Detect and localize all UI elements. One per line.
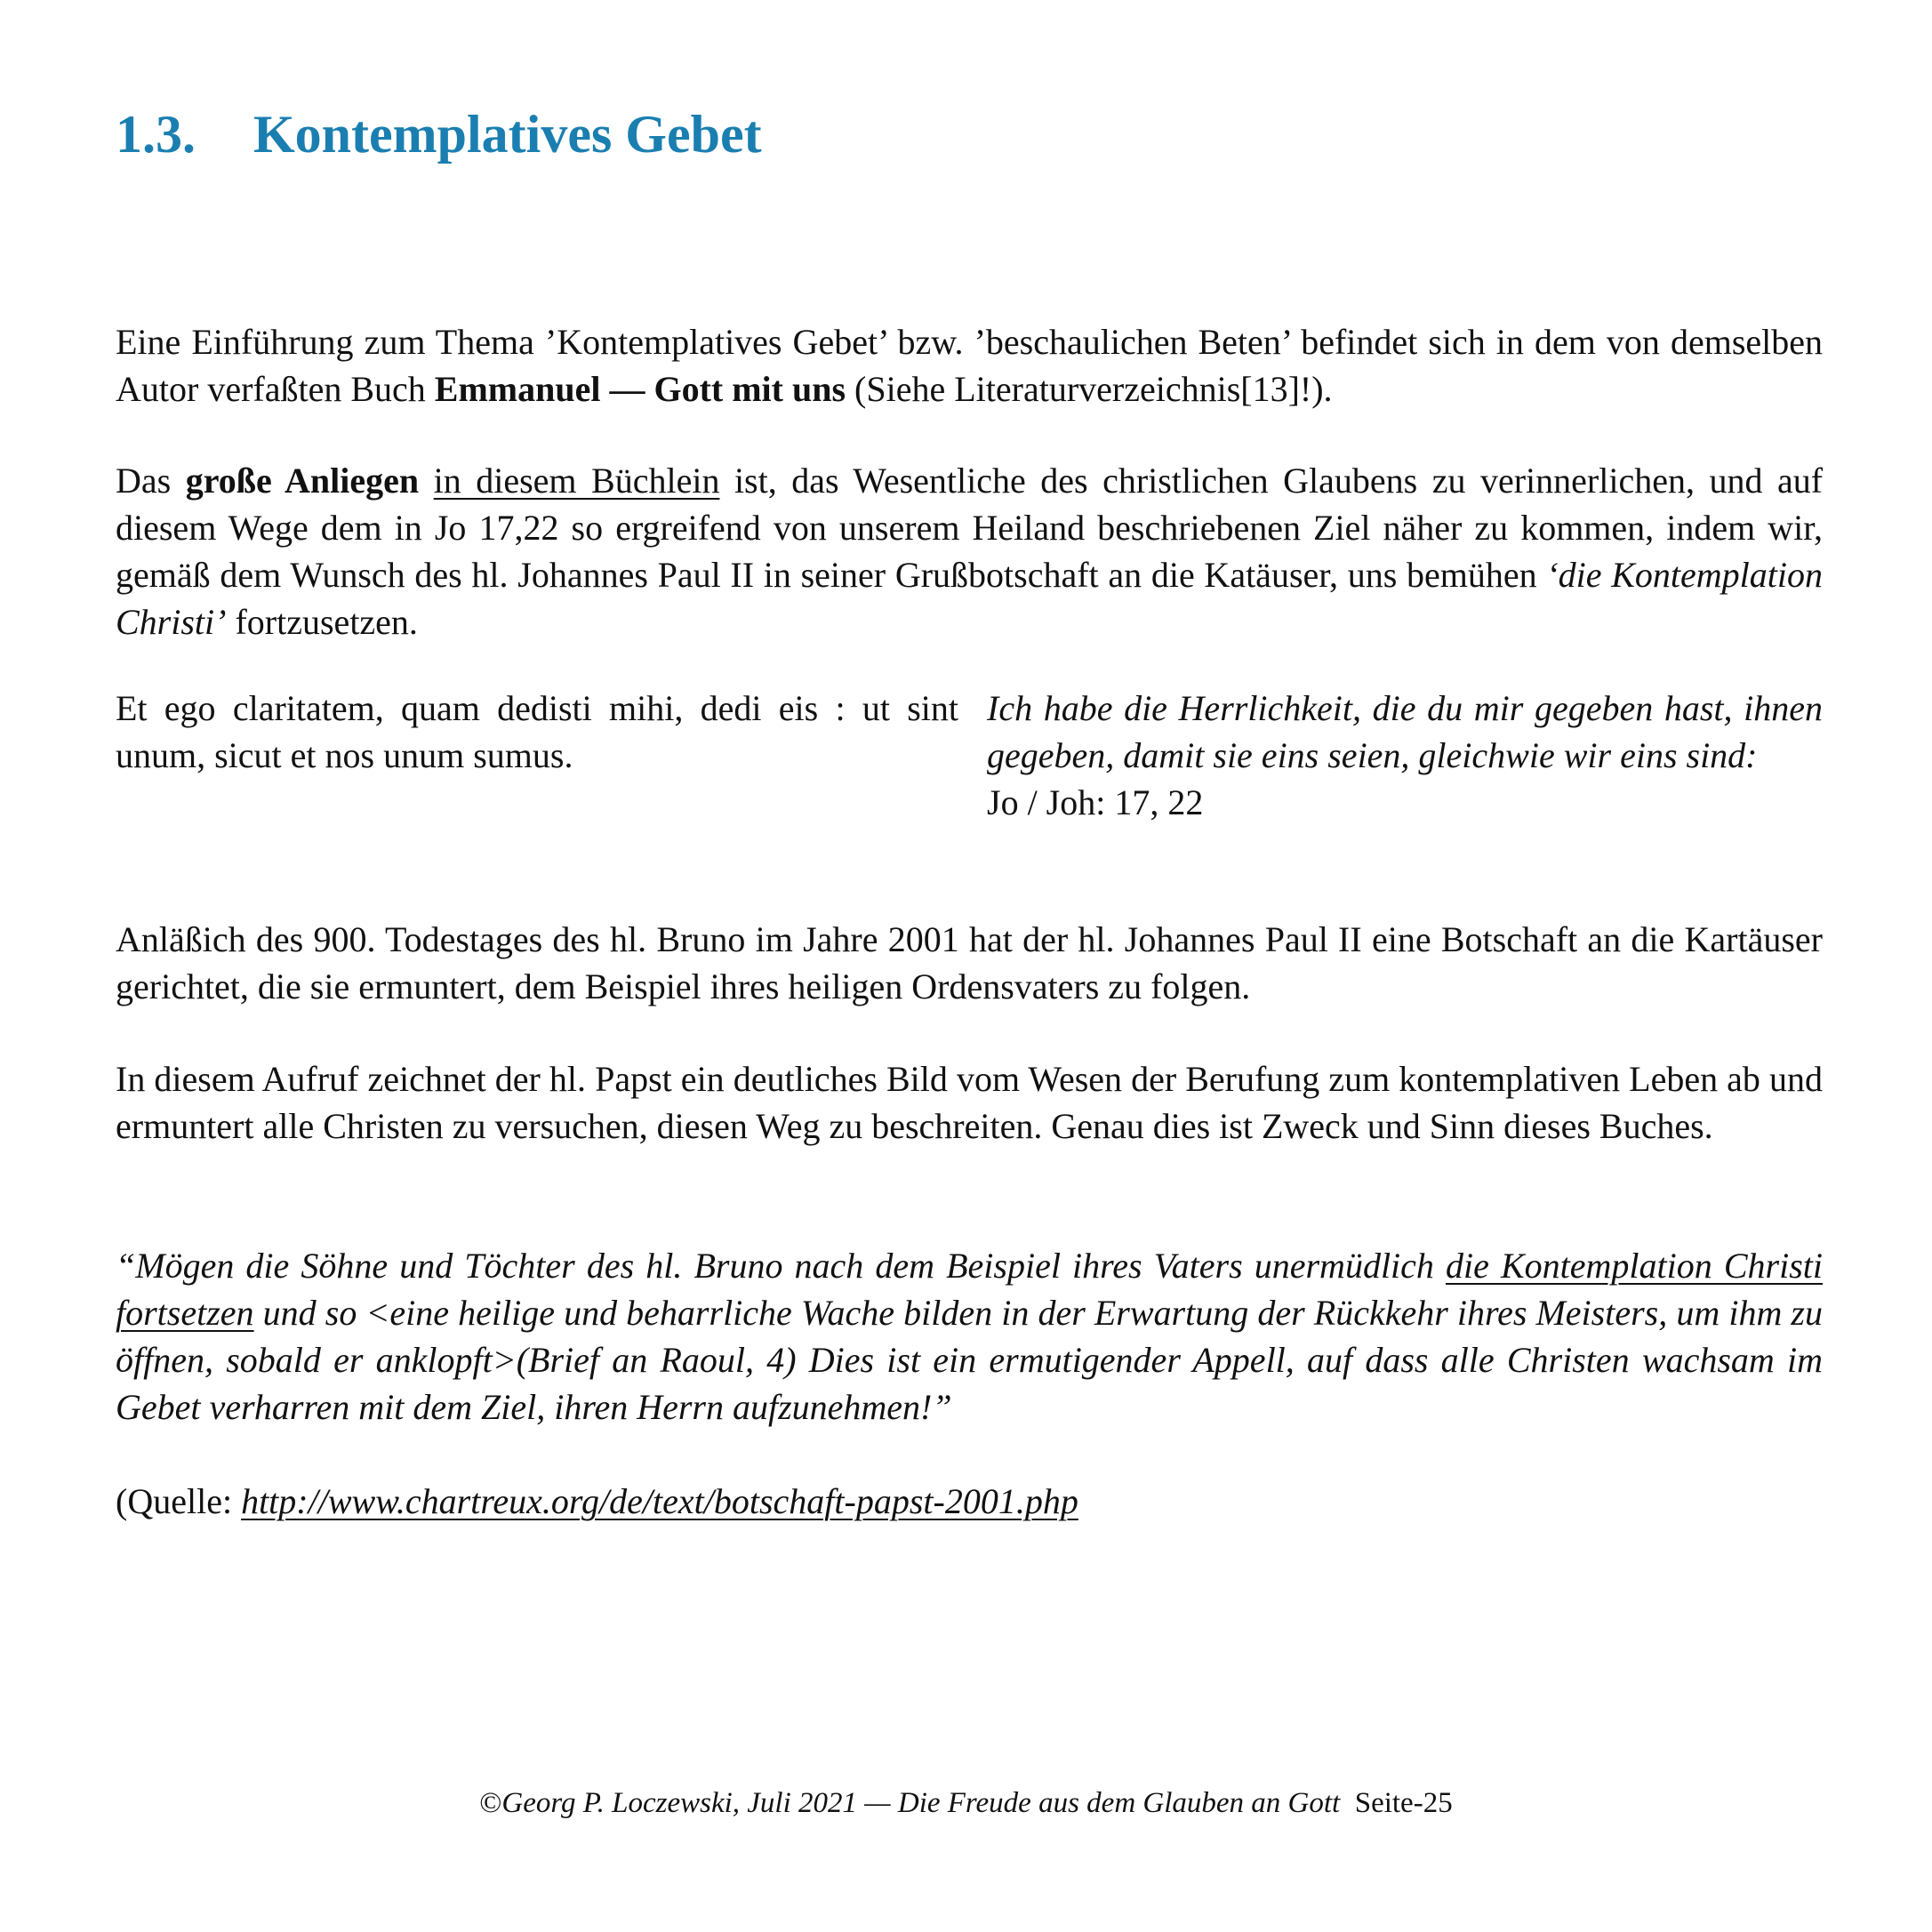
papal-quote <box>116 1242 1823 1431</box>
paragraph-intro-text-end: (Siehe Literaturverzeichnis[13]!). <box>846 369 1333 409</box>
section-number: 1.3. <box>116 105 196 164</box>
verse-german: Ich habe die Herrlichkeit, die du mir gegeben hast, ihnen gegeben, damit sie eins seien, gleichwie wir eins sind: <box>987 688 1823 775</box>
section-heading <box>116 105 762 164</box>
copyright-symbol: © <box>479 1787 502 1819</box>
paragraph-intro-text: Eine Einführung zum Thema ’Kontemplatives Gebet’ bzw. ’beschaulichen Beten’ befindet sich in dem von demselben Autor verfaßten Buch <box>116 322 1823 409</box>
verse-latin: Et ego claritatem, quam dedisti mihi, dedi eis : ut sint unum, sicut et nos unum sumus. <box>116 688 958 775</box>
verse-block <box>116 685 1823 880</box>
source-label: (Quelle: <box>116 1481 242 1521</box>
paragraph-concern-text-end: fortzusetzen. <box>226 602 418 642</box>
paragraph-concern <box>116 457 1823 645</box>
quote-text: “Mögen die Söhne und Töchter des hl. Bruno nach dem Beispiel ihres Vaters unermüdlich <box>116 1246 1447 1286</box>
paragraph-concern-text-mid: ist, das Wesentliche des christlichen Glaubens zu verinnerlichen, und auf diesem Wege dem in Jo 17,22 so ergreifend von unserem Heiland beschriebenen Ziel näher zu kommen, indem wir, gemäß dem Wunsch des hl. Johannes Paul II in seiner Grußbotschaft an die Katäuser, uns bemühen <box>116 461 1824 595</box>
quote-underlined: die Kontemplation Christi fortsetzen <box>116 1246 1823 1333</box>
paragraph-intro <box>116 318 1823 413</box>
footer-author-title: Georg P. Loczewski, Juli 2021 — Die Freude aus dem Glauben an Gott <box>501 1787 1341 1819</box>
section-title: Kontemplatives Gebet <box>253 105 762 164</box>
book-title: Emmanuel — Gott mit uns <box>434 369 846 409</box>
page-number: Seite-25 <box>1354 1787 1453 1819</box>
paragraph-concern-text: Das <box>116 461 186 501</box>
source-link[interactable]: http://www.chartreux.org/de/text/botschaft-papst-2001.php <box>241 1481 1078 1521</box>
paragraph-appeal: In diesem Aufruf zeichnet der hl. Papst ein deutliches Bild vom Wesen der Berufung zum kontemplativen Leben ab und ermuntert alle Christen zu versuchen, diesen Weg zu beschreiten. Genau dies ist Zweck und Sinn dieses Buches. <box>116 1059 1823 1146</box>
verse-german-block <box>987 685 1823 826</box>
paragraph-anniversary: Anläßich des 900. Todestages des hl. Bruno im Jahre 2001 hat der hl. Johannes Paul II eine Botschaft an die Kartäuser gerichtet, die sie ermuntert, dem Beispiel ihres heiligen Ordensvaters zu folgen. <box>116 919 1823 1006</box>
concern-underlined: in diesem Büchlein <box>433 461 720 501</box>
concern-bold: große Anliegen <box>185 461 420 501</box>
verse-reference: Jo / Joh: 17, 22 <box>987 782 1204 822</box>
page-footer <box>0 1785 1932 1821</box>
space <box>419 461 434 501</box>
quote-text-end: und so <eine heilige und beharrliche Wache bilden in der Erwartung der Rückkehr ihres Meisters, um ihm zu öffnen, sobald er anklopft>(Brief an Raoul, 4) Dies ist ein ermutigender Appell, auf dass alle Christen wachsam im Gebet verharren mit dem Ziel, ihren Herrn aufzunehmen!” <box>116 1293 1823 1427</box>
concern-italic: ‘die Kontemplation Christi’ <box>116 555 1823 642</box>
quote-source <box>116 1478 1823 1525</box>
